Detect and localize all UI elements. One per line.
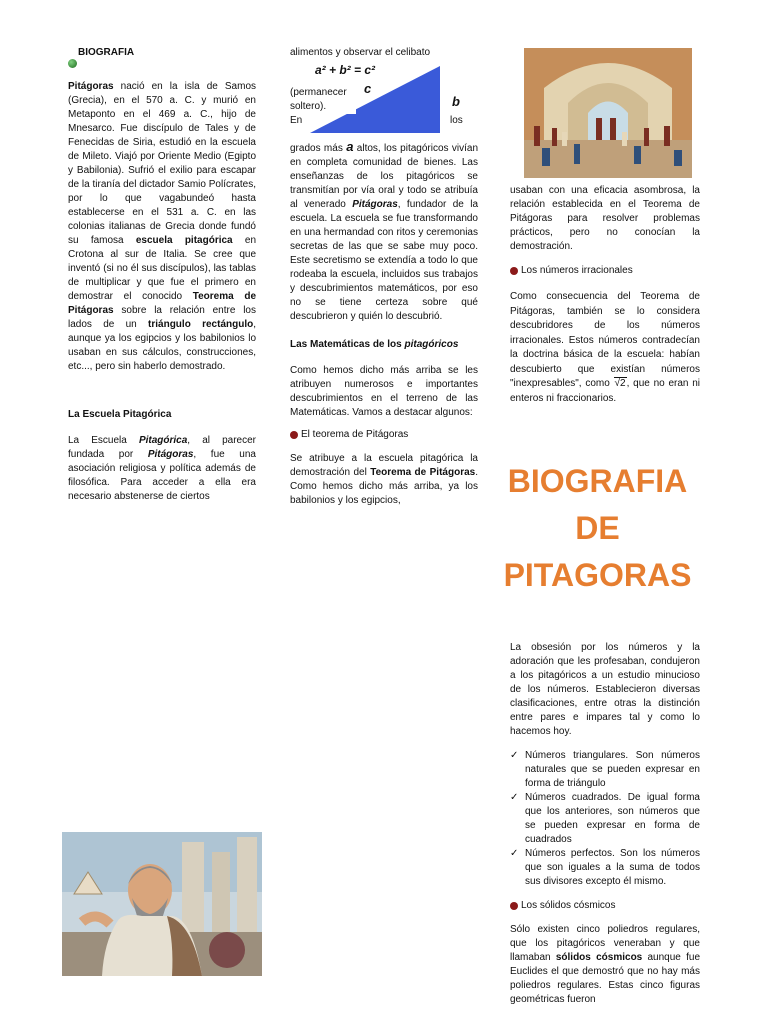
school-of-athens-drawing (524, 48, 692, 178)
text-los: los (450, 115, 463, 126)
red-bullet-icon (510, 267, 518, 275)
formula-text: a² + b² = c² (315, 63, 376, 77)
section-title-biografia: BIOGRAFIA (78, 47, 135, 58)
main-title-line-2: DE (575, 510, 620, 546)
pythagorean-triangle-figure (290, 60, 478, 138)
list-item: ✓ Números triangulares. Son números naturales que se pueden expresar en forma de triángulo (510, 749, 700, 791)
column-2 (290, 46, 478, 60)
side-b-label: b (452, 94, 460, 109)
theorem-heading: El teorema de Pitágoras (290, 428, 478, 442)
red-bullet-icon (510, 902, 518, 910)
green-sphere-icon (68, 59, 77, 68)
column-1 (68, 46, 256, 504)
column-3-top (510, 184, 700, 406)
number-types-list (510, 749, 700, 889)
school-paragraph: La Escuela Pitagórica, al parecer fundada por Pitágoras, fue una asociación religiosa y política además de filosófica. Para acceder a ella era necesario abstenerse de ciertos (68, 435, 256, 502)
school-of-athens-image (524, 48, 692, 178)
pythagoras-portrait-image (62, 832, 262, 976)
solids-paragraph: Sólo existen cinco poliedros regulares, que los pitagóricos veneraban y que llamaban sólidos cósmicos aunque fue Euclides el que demostró que no hay más poliedros regulares. Estas cinco figuras geométricas fueron (510, 924, 701, 1005)
column-2-body (290, 140, 478, 508)
irrational-heading: Los números irracionales (510, 264, 700, 278)
main-title (490, 458, 705, 599)
school-heading: La Escuela Pitagórica (68, 409, 172, 420)
column-2-intro-line: alimentos y observar el celibato (290, 47, 431, 58)
triangle-side-text: (permanecer soltero). (290, 86, 356, 114)
biography-paragraph: Pitágoras nació en la isla de Samos (Grecia), en el 570 a. C. y murió en Metaponto en el 469 a. C., hijo de Mnesarco. Fue discípulo de Tales y de Fenecidas de Siria, estudió en la escuela de Mileto. Viajó por Oriente Medio (Egipto y Babilonia). Sufrió el exilio para escapar de la tiranía del dictador Samio Polícrates, por lo que vagabundeó hasta establecerse en el 531 a. C. en las colonias italianas de Grecia donde fundó su famosa escuela pitagórica en Crotona al sur de Italia. Se cree que inventó (si no él sus discípulos), las tablas de multiplicar y que fue el primero en demostrar el conocido Teorema de Pitágoras sobre la relación entre los lados de un triángulo rectángulo, aunque ya los egipcios y los babilonios lo usaban en sus cálculos, construcciones, etc..., pero sin haberlo demostrado. (68, 81, 257, 372)
pythagoras-portrait-drawing (62, 832, 262, 976)
obsession-paragraph: La obsesión por los números y la adoración que les profesaban, condujeron a los pitagóricos a un estudio minucioso de los números. Establecieron diversas clasificaciones, entre otras la distinción entre pares e impares tal y como lo hacemos hoy. (510, 642, 700, 737)
main-title-line-3: PITAGORAS (503, 557, 692, 593)
math-heading: Las Matemáticas de los pitagóricos (290, 339, 459, 350)
red-bullet-icon (290, 431, 298, 439)
babylon-paragraph: usaban con una eficacia asombrosa, la relación establecida en el Teorema de Pitágoras para resolver problemas prácticos, pero no conocían la demostración. (510, 185, 700, 252)
main-title-line-1: BIOGRAFIA (507, 463, 688, 499)
list-item: ✓ Números perfectos. Son los números que son iguales a la suma de todos sus divisores excepto él mismo. (510, 847, 700, 889)
irrational-paragraph: Como consecuencia del Teorema de Pitágoras, también se lo considera descubridores de los números irracionales. Estos números contradecían la doctrina básica de la escuela: habían descubierto que existían números "inexpresables", como √2, que no eran ni enteros ni fraccionarios. (510, 291, 700, 404)
side-c-label: c (364, 81, 372, 96)
sqrt-two-symbol: √2 (614, 378, 626, 389)
side-a-label: a (346, 139, 354, 154)
math-paragraph: Como hemos dicho más arriba se les atribuyen numerosos e importantes descubrimientos en el terreno de las Matemáticas. Vamos a destacar algunos: (290, 365, 478, 418)
solids-heading: Los sólidos cósmicos (510, 899, 700, 913)
list-item: ✓ Números cuadrados. De igual forma que los anteriores, son números que se pueden expresar en forma de cuadrados (510, 791, 700, 847)
community-paragraph: grados más a altos, los pitagóricos vivían en completa comunidad de bienes. Las enseñanzas de los pitagóricos se transmitían por vía oral y todo se atribuía al venerado Pitágoras, fundador de la escuela. La escuela se fue transformando en una hermandad con ritos y ceremonias secretas de las que se sabe muy poco. Este secretismo se extendía a todo lo que rodeaba la escuela, incluidos sus trabajos y descubrimientos matemáticos, por eso no se tiene certeza sobre qué descubrieron y quién lo descubrió. (290, 139, 479, 322)
text-en: En (290, 115, 303, 126)
column-3-bottom (510, 641, 700, 1007)
theorem-paragraph: Se atribuye a la escuela pitagórica la demostración del Teorema de Pitágoras. Como hemos dicho más arriba, ya los babilonios y los egipcios, (290, 453, 478, 506)
